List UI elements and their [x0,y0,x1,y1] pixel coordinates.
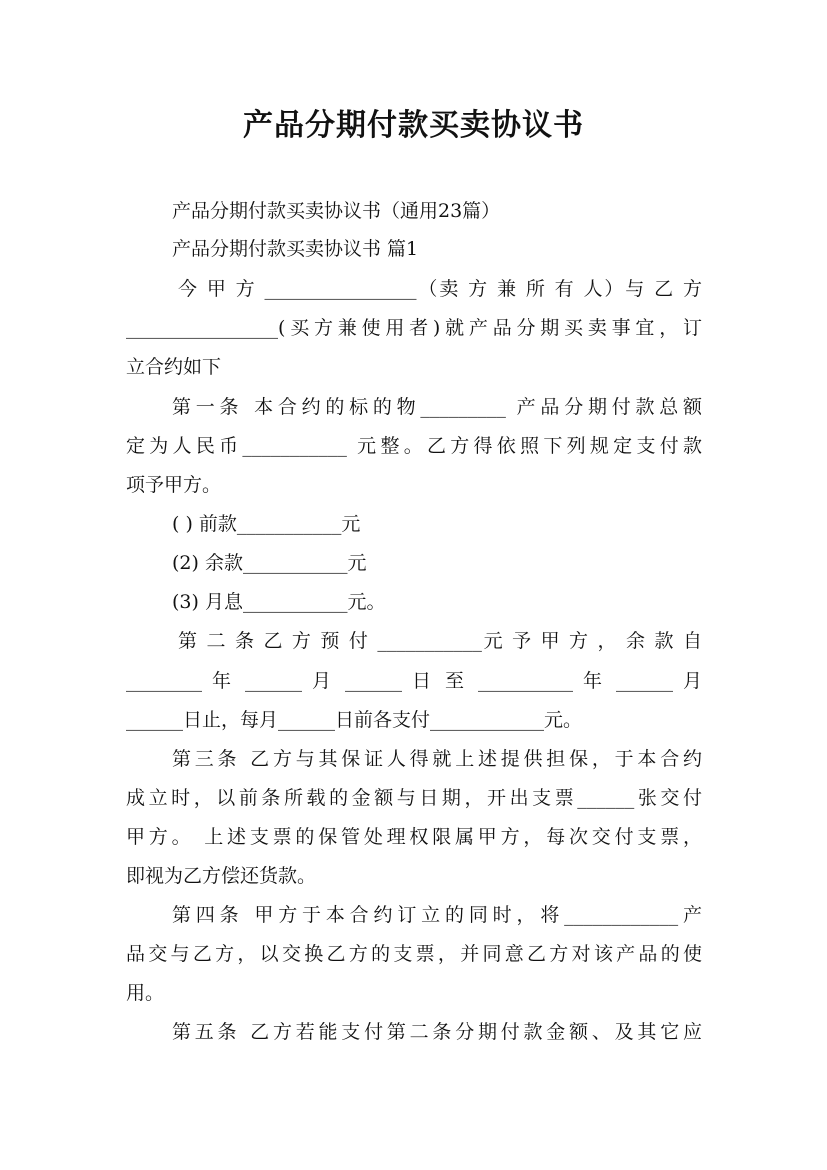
document-title: 产品分期付款买卖协议书 [243,108,584,143]
article-line: 品交与乙方，以交换乙方的支票，并同意乙方对该产品的使 [126,943,702,965]
paragraph-line: 立合约如下 [126,356,222,378]
subtitle-line: 产品分期付款买卖协议书（通用23篇） [172,200,501,222]
article-line: ________ 年 ______ 月 ______ 日 至 __________ 年 ______ 月 [126,670,702,692]
paragraph-line: ________________(买方兼使用者)就产品分期买卖事宜，订 [126,317,702,339]
list-item: (2) 余款___________元 [172,552,367,574]
article-line: 用。 [126,982,165,1004]
article-line: 项予甲方。 [126,474,222,496]
section-heading: 产品分期付款买卖协议书 篇1 [172,238,419,260]
article-line: 甲方。 上述支票的保管处理权限属甲方，每次交付支票， [126,826,702,848]
article-line: 即视为乙方偿还货款。 [126,865,317,887]
article-line: 定为人民币___________ 元整。乙方得依照下列规定支付款 [126,435,702,457]
article-line: ______日止，每月______日前各支付____________元。 [126,709,583,731]
article-line: 成立时，以前条所载的金额与日期，开出支票______张交付 [126,787,702,809]
list-item: ( ) 前款___________元 [172,513,361,535]
list-item: (3) 月息___________元。 [172,591,386,613]
article-line: 第 二 条 乙 方 预 付 ___________元 予 甲 方 ， 余 款 自 [178,630,702,652]
article-line: 第四条 甲方于本合约订立的同时，将____________产 [172,904,702,926]
paragraph-line: 今 甲 方 ________________（卖 方 兼 所 有 人）与 乙 方 [178,278,702,300]
article-line: 第三条 乙方与其保证人得就上述提供担保，于本合约 [172,748,702,770]
article-line: 第一条 本合约的标的物_________ 产品分期付款总额 [172,396,702,418]
article-line: 第五条 乙方若能支付第二条分期付款金额、及其它应 [172,1021,702,1043]
